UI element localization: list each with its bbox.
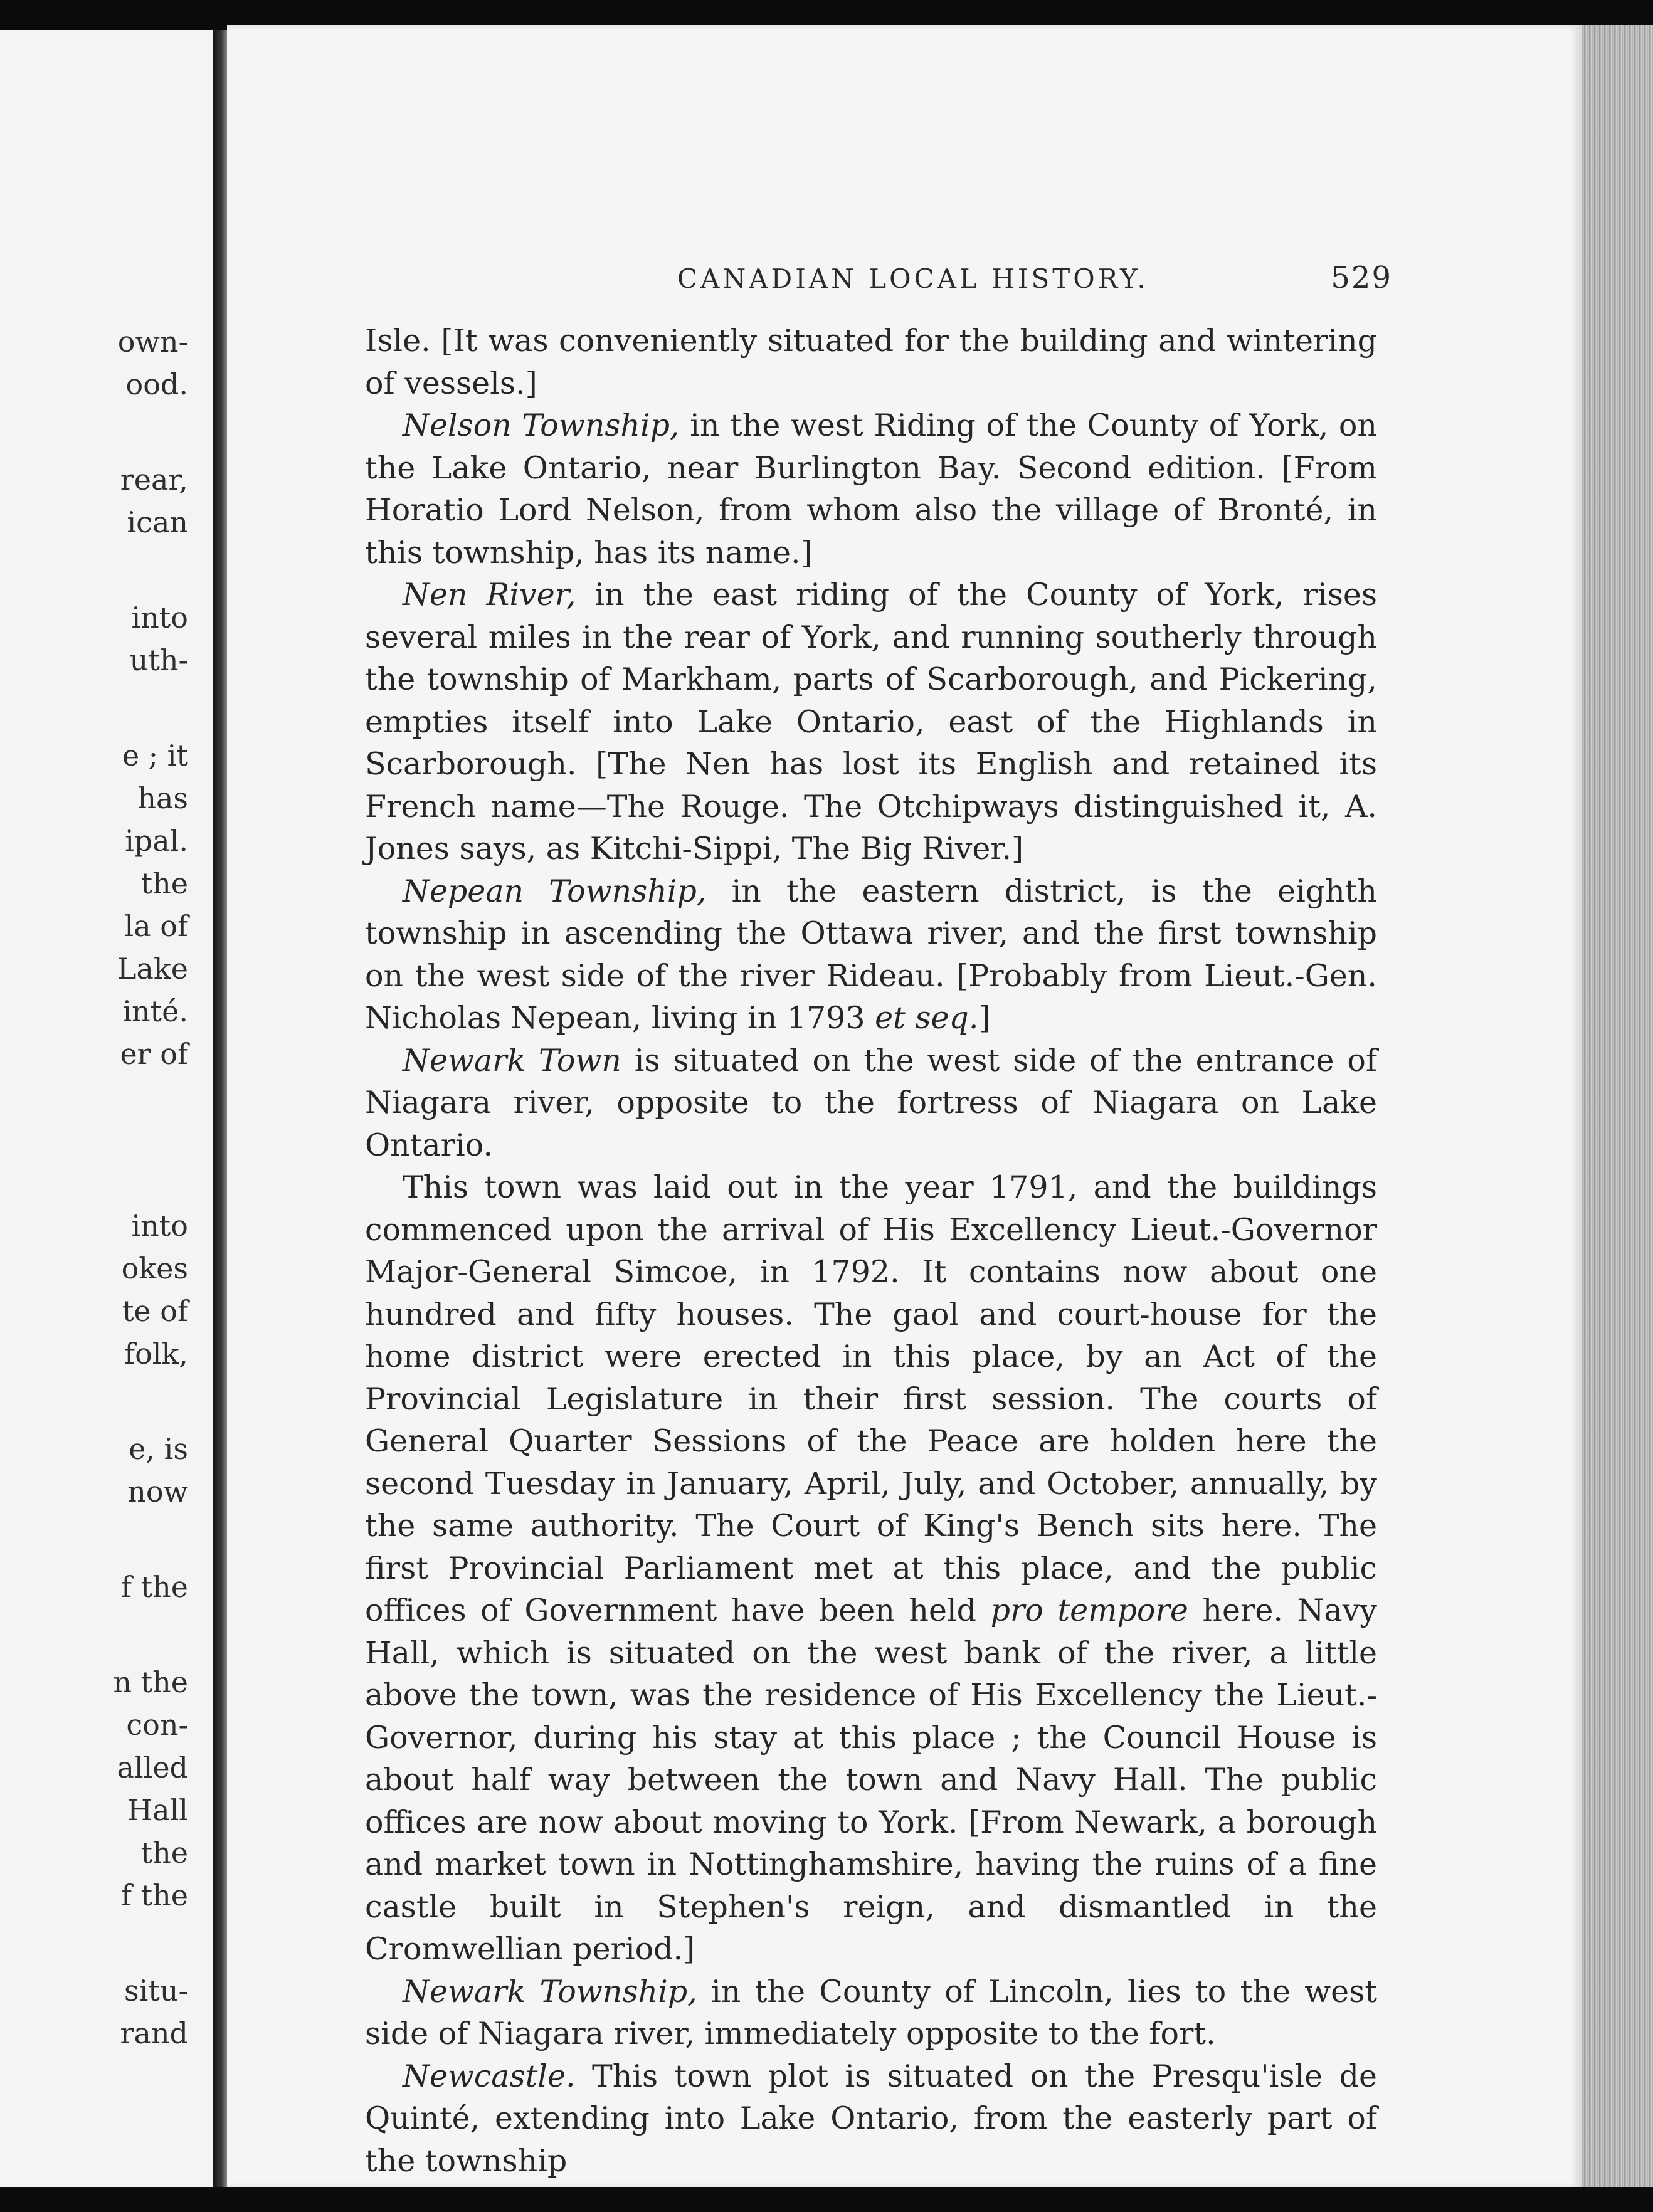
left-fragment: e ; it bbox=[122, 739, 188, 772]
entry-term: Nelson Township, bbox=[403, 408, 680, 443]
entry-text: here. Navy Hall, which is situated on the west bank of the river, a little above the town, was the residence of His Excellency the Lieut.-Governor, during his stay at this place ; the Council House is about half way between the town and Navy Hall. The public offices are now about moving to York. [From Newark, a borough and market town in Nottinghamshire, having the ruins of a fine castle built in Stephen's reign, and dismantled in the Cromwellian period.] bbox=[365, 1593, 1377, 1967]
body-text bbox=[365, 320, 1377, 2182]
entry-italic: pro tempore bbox=[990, 1593, 1188, 1628]
left-fragment: con- bbox=[126, 1708, 188, 1742]
entry-text: in the west Riding of the County of York, on the Lake Ontario, near Burlington Bay. Second edition. [From Horatio Lord Nelson, from whom also the village of Bronté, in this township, has its name.] bbox=[365, 408, 1377, 571]
left-fragment: ican bbox=[127, 505, 188, 539]
entry-paragraph bbox=[365, 2055, 1377, 2183]
left-fragment: ood. bbox=[125, 367, 188, 401]
running-title: CANADIAN LOCAL HISTORY. bbox=[677, 263, 1149, 294]
scan-border bbox=[0, 2187, 1653, 2212]
entry-text: Isle. [It was conveniently situated for the building and wintering of vessels.] bbox=[365, 323, 1377, 401]
left-fragment: own- bbox=[117, 325, 188, 359]
left-fragment: inté. bbox=[122, 994, 188, 1028]
entry-paragraph bbox=[365, 1971, 1377, 2055]
left-fragment: Lake bbox=[117, 952, 188, 986]
left-fragment: uth- bbox=[129, 643, 188, 677]
left-page bbox=[0, 30, 217, 2187]
left-fragment: la of bbox=[124, 909, 188, 943]
entry-paragraph bbox=[365, 1040, 1377, 1167]
left-fragment: the bbox=[140, 1836, 188, 1870]
entry-paragraph bbox=[365, 404, 1377, 574]
left-fragment: n the bbox=[113, 1665, 188, 1699]
entry-text: This town was laid out in the year 1791, and the buildings commenced upon the arrival of His Excellency Lieut.-Governor Major-General Simcoe, in 1792. It contains now about one hundred and fifty houses. The gaol and court-house for the home district were erected in this place, by an Act of the Provincial Legislature in their first session. The courts of General Quarter Sessions of the Peace are holden here the second Tuesday in January, April, July, and October, annually, by the same authority. The Court of King's Bench sits here. The first Provincial Parliament met at this place, and the public offices of Government have been held bbox=[365, 1169, 1377, 1628]
left-fragment: Hall bbox=[127, 1793, 188, 1827]
left-fragment: f the bbox=[121, 1878, 188, 1912]
book-gutter bbox=[213, 30, 227, 2187]
left-fragment: alled bbox=[117, 1751, 188, 1784]
left-fragment: rand bbox=[120, 2016, 188, 2050]
entry-term: Nen River, bbox=[403, 577, 576, 613]
page-edge-stack bbox=[1582, 25, 1653, 2188]
running-header bbox=[414, 260, 1392, 295]
left-fragment: f the bbox=[121, 1570, 188, 1604]
entry-term: Newcastle. bbox=[403, 2058, 576, 2094]
entry-paragraph bbox=[365, 320, 1377, 404]
entry-text: in the County of Lincoln, lies to the west side of Niagara river, immediately opposite to the fort. bbox=[365, 1973, 1377, 2051]
left-fragment: has bbox=[137, 781, 188, 815]
left-fragment: te of bbox=[122, 1294, 188, 1328]
left-fragment: ipal. bbox=[125, 824, 188, 858]
left-fragment: into bbox=[131, 601, 188, 635]
left-fragment: situ- bbox=[124, 1974, 188, 2008]
left-fragment: okes bbox=[121, 1251, 188, 1285]
entry-paragraph bbox=[365, 574, 1377, 870]
entry-text: in the eastern district, is the eighth township in ascending the Ottawa river, and the first township on the west side of the river Rideau. [Probably from Lieut.-Gen. Nicholas Nepean, living in 1793 bbox=[365, 873, 1377, 1036]
page-number: 529 bbox=[1331, 260, 1392, 295]
entry-paragraph bbox=[365, 870, 1377, 1040]
left-fragment: er of bbox=[120, 1037, 188, 1071]
entry-text: This town plot is situated on the Presqu'isle de Quinté, extending into Lake Ontario, from the easterly part of the township bbox=[365, 2058, 1377, 2179]
entry-text: is situated on the west side of the entrance of Niagara river, opposite to the fortress of Niagara on Lake Ontario. bbox=[365, 1042, 1377, 1163]
left-fragment: rear, bbox=[120, 463, 188, 497]
entry-italic: et seq. bbox=[875, 1000, 979, 1036]
entry-text: ] bbox=[978, 1000, 991, 1036]
entry-term: Nepean Township, bbox=[403, 873, 707, 909]
left-fragment: into bbox=[131, 1209, 188, 1243]
left-fragment: now bbox=[127, 1475, 188, 1509]
left-fragment: the bbox=[140, 866, 188, 900]
entry-term: Newark Township, bbox=[403, 1973, 697, 2009]
entry-term: Newark Town bbox=[403, 1042, 621, 1078]
entry-text: in the east riding of the County of York, rises several miles in the rear of York, and running southerly through the township of Markham, parts of Scarborough, and Pickering, empties itself into Lake Ontario, east of the Highlands in Scarborough. [The Nen has lost its English and retained its French name—The Rouge. The Otchipways distinguished it, A. Jones says, as Kitchi-Sippi, The Big River.] bbox=[365, 577, 1377, 866]
left-fragment: folk, bbox=[124, 1337, 188, 1371]
entry-paragraph bbox=[365, 1166, 1377, 1971]
left-fragment: e, is bbox=[129, 1432, 188, 1466]
